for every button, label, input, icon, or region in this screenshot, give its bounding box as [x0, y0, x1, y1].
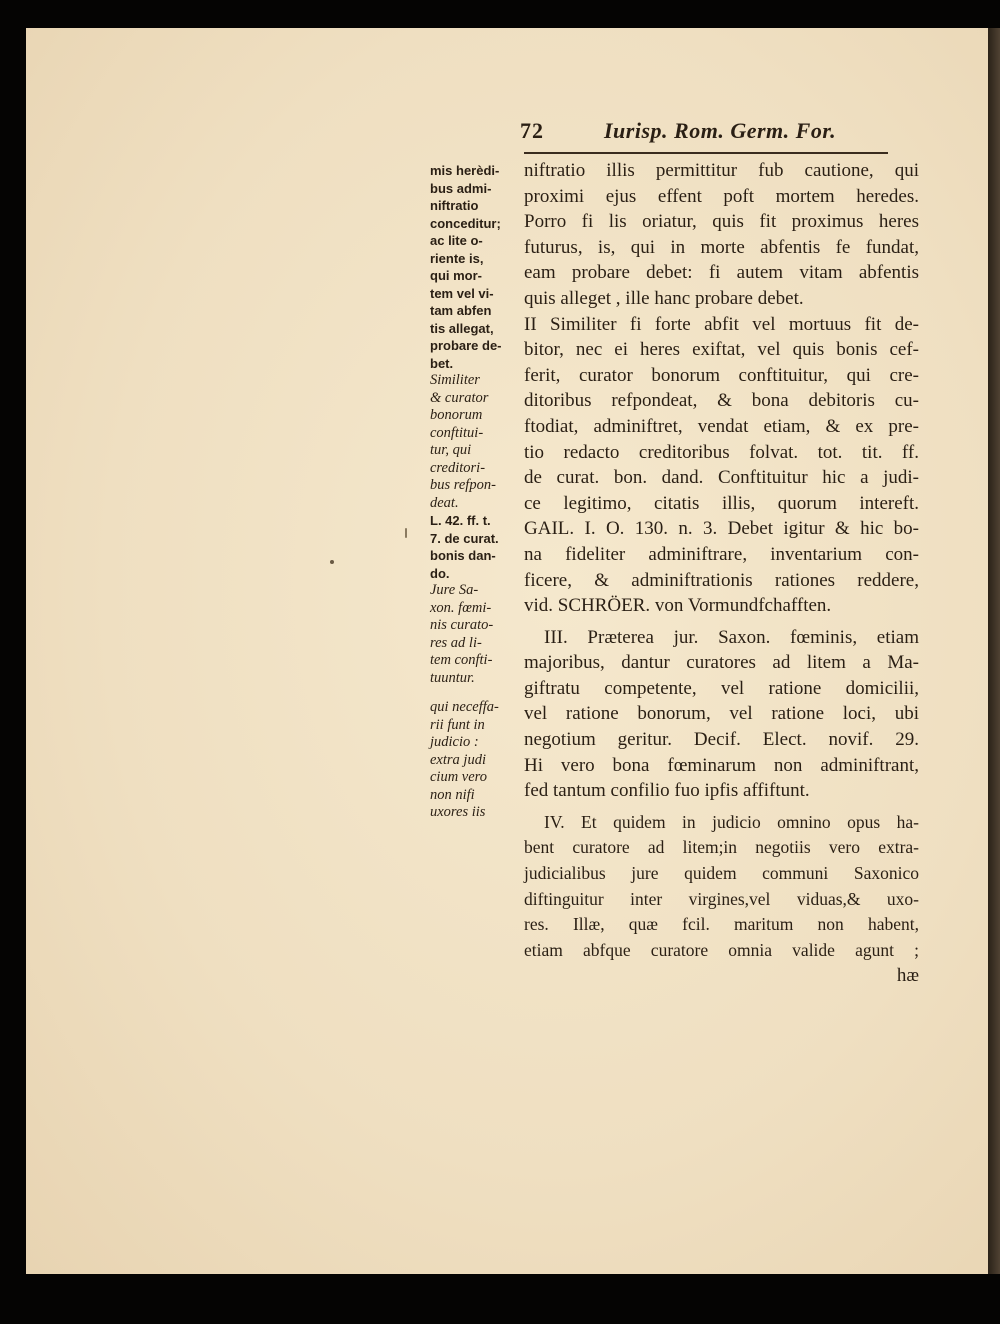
- text-line: Porro fi lis oriatur, quis fit proximus heres: [524, 211, 919, 233]
- margin-note-line: cium vero: [430, 769, 488, 785]
- margin-note-line: bet.: [430, 355, 454, 371]
- text-line: niftratio illis permittitur fub cautione, qui: [524, 160, 919, 181]
- margin-note-line: qui mor-: [430, 268, 482, 283]
- margin-note-line: [430, 687, 530, 699]
- margin-note-line: tuuntur.: [430, 669, 475, 686]
- margin-note-line: 7. de curat.: [430, 530, 499, 546]
- text-line: fed tantum confilio fuo ipfis affiftunt.: [524, 780, 810, 802]
- text-line: diftinguitur inter virgines,vel viduas,& uxo-: [524, 888, 919, 909]
- next-page-edge: [988, 28, 1000, 1274]
- text-line: ftodiat, adminiftret, vendat etiam, & ex pre-: [524, 415, 919, 437]
- text-line: tio redacto creditoribus folvat. tot. tit. ff.: [524, 441, 919, 463]
- text-line: ce legitimo, citatis illis, quorum intereft.: [524, 492, 919, 514]
- margin-note-line: deat.: [430, 494, 459, 511]
- margin-note-line: conceditur;: [430, 215, 501, 231]
- text-line: quis alleget , ille hanc probare debet.: [524, 287, 804, 309]
- paper-speck: [405, 528, 407, 538]
- page-number: 72: [520, 118, 544, 143]
- text-line: IV. Et quidem in judicio omnino opus ha-: [544, 811, 919, 832]
- margin-note-line: L. 42. ff. t.: [430, 513, 491, 528]
- margin-note-line: Similiter: [430, 372, 480, 388]
- text-line: negotium geritur. Decif. Elect. novif. 29.: [524, 729, 919, 751]
- margin-note-line: creditori-: [430, 459, 486, 476]
- text-line: vel ratione bonorum, vel ratione loci, ubi: [524, 703, 919, 725]
- text-line: GAIL. I. O. 130. n. 3. Debet igitur & hic bo-: [524, 518, 919, 540]
- margin-note-line: mis herèdi-: [430, 163, 500, 178]
- margin-note-line: tem vel vi-: [430, 285, 494, 301]
- margin-note-line: non nifi: [430, 786, 475, 803]
- text-line: majoribus, dantur curatores ad litem a Ma-: [524, 652, 919, 674]
- text-line: Hi vero bona fœminarum non adminiftrant,: [524, 754, 919, 776]
- margin-note-line: Jure Sa-: [430, 582, 479, 598]
- margin-note-line: niftratio: [430, 198, 479, 213]
- text-line: bent curatore ad litem;in negotiis vero extra-: [524, 837, 919, 858]
- margin-note-line: uxores iis: [430, 804, 486, 820]
- text-line: ficere, & adminiftrationis rationes reddere,: [524, 569, 919, 591]
- text-line: na fideliter adminiftrare, inventarium con-: [524, 543, 919, 565]
- margin-note-line: bus refpon-: [430, 477, 496, 493]
- margin-note-line: probare de-: [430, 338, 502, 353]
- text-line: de curat. bon. dand. Conftituitur hic a judi-: [524, 467, 919, 489]
- text-line: II Similiter fi forte abfit vel mortuus fit de-: [524, 313, 919, 335]
- text-line: hæ: [896, 965, 919, 987]
- text-line: etiam abfque curatore omnia valide agunt ;: [524, 939, 919, 960]
- running-title: Iurisp. Rom. Germ. For.: [604, 118, 837, 143]
- margin-note-line: tis allegat,: [430, 320, 494, 336]
- text-line: III. Præterea jur. Saxon. fœminis, etiam: [544, 626, 919, 648]
- margin-note-line: riente is,: [430, 250, 484, 266]
- text-line: giftratu competente, vel ratione domicilii,: [524, 677, 919, 699]
- margin-note-line: rii funt in: [430, 716, 485, 733]
- text-line: res. Illæ, quæ fcil. maritum non habent,: [524, 914, 919, 935]
- main-text: [524, 158, 919, 989]
- margin-note-line: nis curato-: [430, 617, 494, 633]
- margin-note-line: bus admi-: [430, 180, 492, 196]
- text-line: proximi ejus effent poft mortem heredes.: [524, 185, 919, 207]
- margin-note-line: xon. fœmi-: [430, 599, 492, 616]
- margin-note-line: tur, qui: [430, 442, 472, 458]
- text-line: ferit, curator bonorum conftituitur, qui cre-: [524, 364, 919, 386]
- header-rule: [524, 152, 888, 154]
- margin-notes: [430, 162, 530, 822]
- margin-note-line: judicio :: [430, 734, 479, 750]
- margin-note-line: res ad li-: [430, 634, 482, 651]
- margin-note-line: do.: [430, 565, 450, 581]
- text-line: ditoribus refpondeat, & bona debitoris cu-: [524, 390, 919, 412]
- text-line: eam probare debet: fi autem vitam abfentis: [524, 262, 919, 284]
- text-line: bitor, nec ei heres exiftat, vel quis bonis cef-: [524, 339, 919, 361]
- margin-note-line: bonorum: [430, 407, 483, 423]
- margin-note-line: ac lite o-: [430, 233, 483, 248]
- margin-note-line: tam abfen: [430, 303, 492, 318]
- margin-note-line: qui neceffa-: [430, 699, 499, 715]
- margin-note-line: bonis dan-: [430, 548, 496, 563]
- paper-speck: [330, 560, 334, 564]
- margin-note-line: extra judi: [430, 751, 486, 768]
- text-line: futurus, is, qui in morte abfentis fe fundat,: [524, 236, 919, 258]
- text-line: judicialibus jure quidem communi Saxonico: [524, 863, 919, 884]
- margin-note-line: tem confti-: [430, 652, 493, 668]
- margin-note-line: & curator: [430, 389, 489, 406]
- margin-note-line: conftitui-: [430, 424, 484, 441]
- text-line: vid. SCHRÖER. von Vormundfchafften.: [524, 595, 832, 617]
